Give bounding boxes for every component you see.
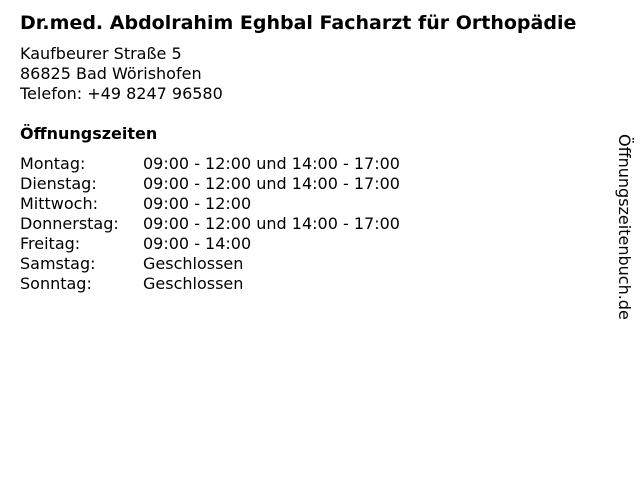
opening-hours-heading: Öffnungszeiten xyxy=(20,124,158,143)
address-street: Kaufbeurer Straße 5 xyxy=(20,44,182,63)
hours-day: Mittwoch: xyxy=(20,194,98,213)
hours-time: 09:00 - 14:00 xyxy=(143,234,252,253)
phone-number: Telefon: +49 8247 96580 xyxy=(20,84,223,103)
hours-day: Dienstag: xyxy=(20,174,97,193)
hours-time: 09:00 - 12:00 und 14:00 - 17:00 xyxy=(143,214,400,233)
hours-row-friday xyxy=(20,234,400,254)
site-watermark: Öffnungszeitenbuch.de xyxy=(615,134,634,320)
hours-row-monday xyxy=(20,154,400,174)
hours-time: 09:00 - 12:00 xyxy=(143,194,252,213)
hours-row-wednesday xyxy=(20,194,400,214)
hours-row-sunday xyxy=(20,274,400,294)
hours-time: 09:00 - 12:00 und 14:00 - 17:00 xyxy=(143,154,400,173)
address-city: 86825 Bad Wörishofen xyxy=(20,64,202,83)
opening-hours-table xyxy=(20,154,400,294)
hours-day: Freitag: xyxy=(20,234,81,253)
page-title: Dr.med. Abdolrahim Eghbal Facharzt für Orthopädie xyxy=(20,12,577,34)
hours-day: Donnerstag: xyxy=(20,214,119,233)
hours-time: Geschlossen xyxy=(143,274,244,293)
hours-time: 09:00 - 12:00 und 14:00 - 17:00 xyxy=(143,174,400,193)
hours-row-saturday xyxy=(20,254,400,274)
hours-day: Samstag: xyxy=(20,254,96,273)
hours-day: Montag: xyxy=(20,154,86,173)
address-block xyxy=(20,44,223,104)
hours-row-thursday xyxy=(20,214,400,234)
hours-time: Geschlossen xyxy=(143,254,244,273)
hours-row-tuesday xyxy=(20,174,400,194)
hours-day: Sonntag: xyxy=(20,274,92,293)
